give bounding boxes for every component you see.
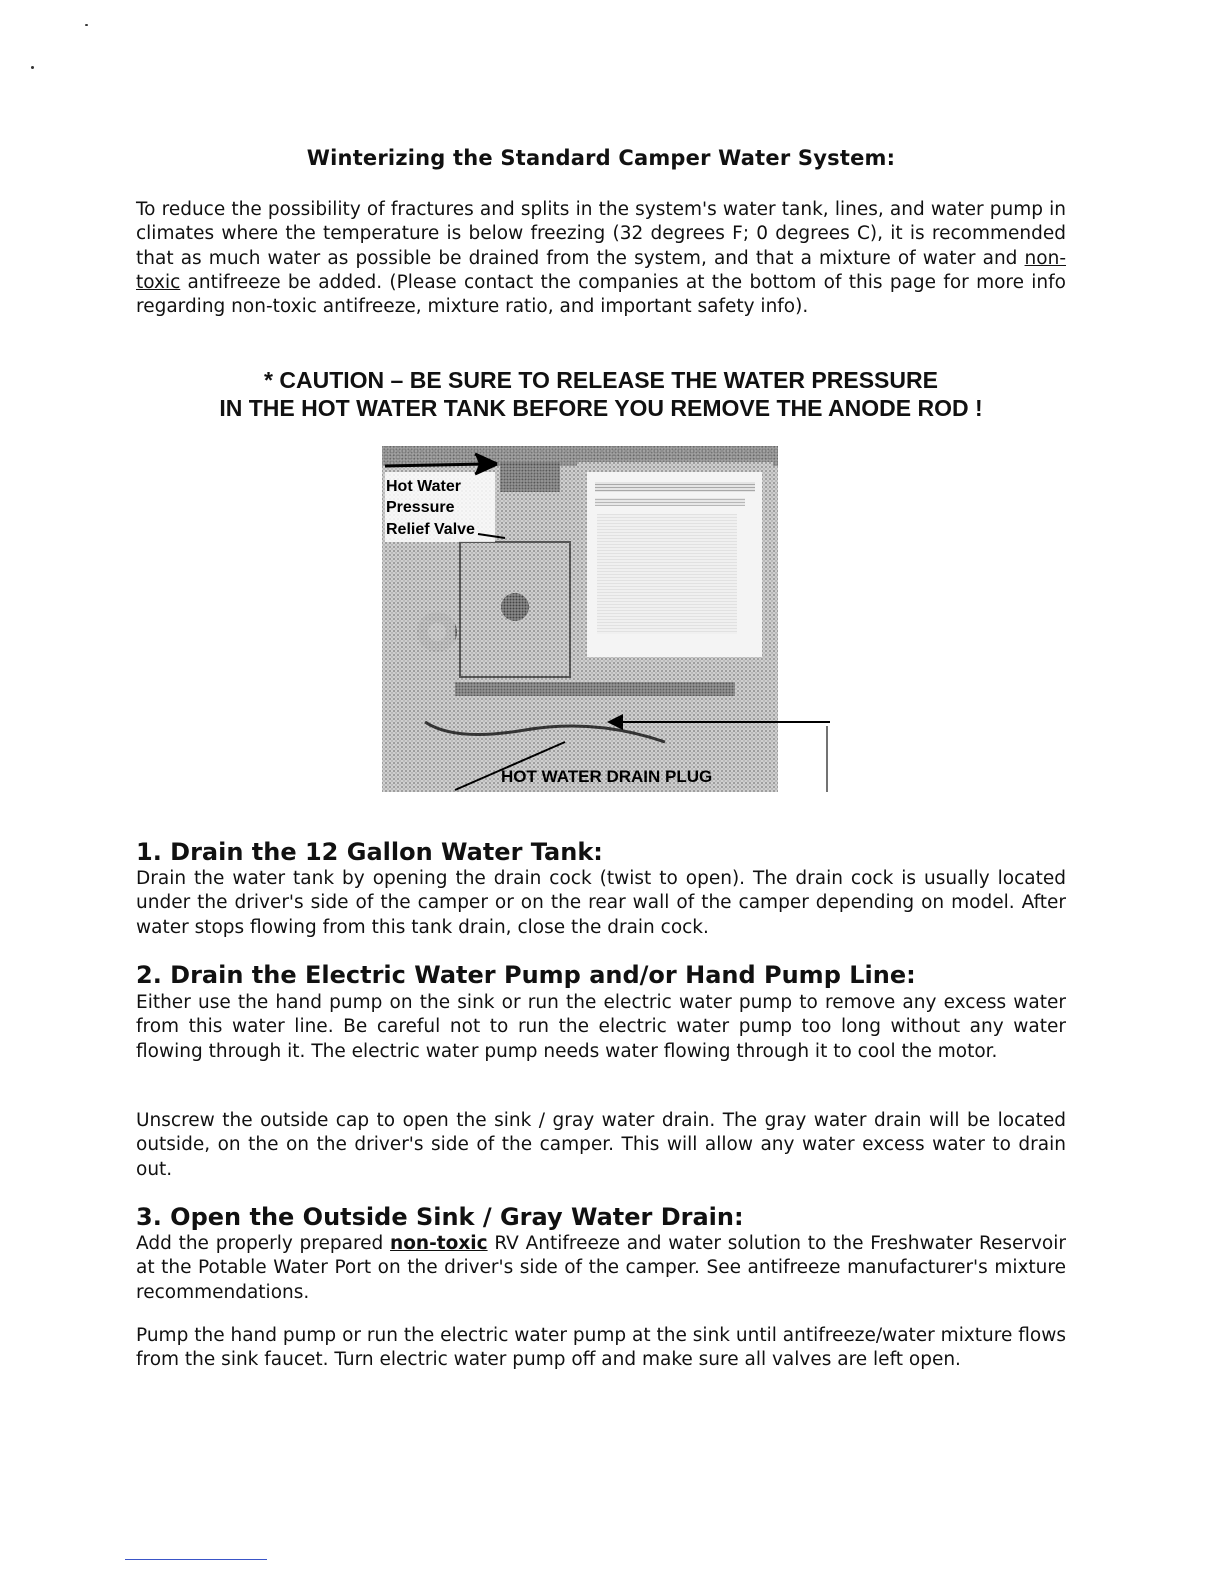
step-3-heading: 3. Open the Outside Sink / Gray Water Drain: [136, 1203, 744, 1231]
intro-text: To reduce the possibility of fractures and splits in the system's water tank, lines, and water pump in climates where the temperature is below freezing (32 degrees F; 0 degrees C), it is recommended that as much water as possible be drained from the system, and that a mixture of water and [136, 199, 1066, 269]
step-2-body-2: Unscrew the outside cap to open the sink / gray water drain. The gray water drain will be located outside, on the on the driver's side of the camper. This will allow any water excess water to drain out. [136, 1110, 1066, 1180]
step-3-text: Add the properly prepared [136, 1233, 391, 1254]
step-1-heading: 1. Drain the 12 Gallon Water Tank: [136, 838, 603, 866]
step-3-emphasis: non-toxic [390, 1233, 488, 1254]
figure-label-valve-3: Relief Valve [386, 521, 475, 538]
step-2-heading: 2. Drain the Electric Water Pump and/or Hand Pump Line: [136, 961, 916, 989]
caution-line-2: IN THE HOT WATER TANK BEFORE YOU REMOVE THE ANODE ROD ! [219, 395, 983, 421]
step-3-body [136, 1232, 1066, 1305]
caution-line-1: * CAUTION – BE SURE TO RELEASE THE WATER PRESSURE [264, 367, 938, 393]
figure-label-drain-plug: HOT WATER DRAIN PLUG [501, 767, 713, 786]
footer-rule [125, 1559, 267, 1560]
intro-paragraph [136, 198, 1066, 319]
step-3-text-end: RV Antifreeze and water solution to the Freshwater Reservoir at the Potable Water Port on the driver's side of the camper. See antifreeze manufacturer's mixture recommendations. [136, 1233, 1066, 1303]
figure-label-valve-2: Pressure [386, 499, 455, 516]
figure-label-valve-1: Hot Water [386, 478, 461, 495]
page-title: Winterizing the Standard Camper Water System: [306, 146, 896, 170]
scan-speck [31, 66, 34, 69]
step-2-body: Either use the hand pump on the sink or run the electric water pump to remove any excess water from this water line. Be careful not to run the electric water pump too long without any water flowing through it. The electric water pump needs water flowing through it to cool the motor. [136, 992, 1066, 1062]
caution-notice [136, 366, 1066, 422]
step-1-body: Drain the water tank by opening the drain cock (twist to open). The drain cock is usually located under the driver's side of the camper or on the rear wall of the camper depending on model. After water stops flowing from this tank drain, close the drain cock. [136, 868, 1066, 938]
intro-emphasis: non-toxic [136, 247, 1066, 293]
intro-text-end: antifreeze be added. (Please contact the companies at the bottom of this page for more info regarding non-toxic antifreeze, mixture ratio, and important safety info). [136, 271, 1066, 318]
step-3-body-2: Pump the hand pump or run the electric water pump at the sink until antifreeze/water mixture flows from the sink faucet. Turn electric water pump off and make sure all valves are left open. [136, 1325, 1066, 1371]
water-heater-photo [365, 442, 835, 794]
scan-speck [85, 24, 88, 26]
